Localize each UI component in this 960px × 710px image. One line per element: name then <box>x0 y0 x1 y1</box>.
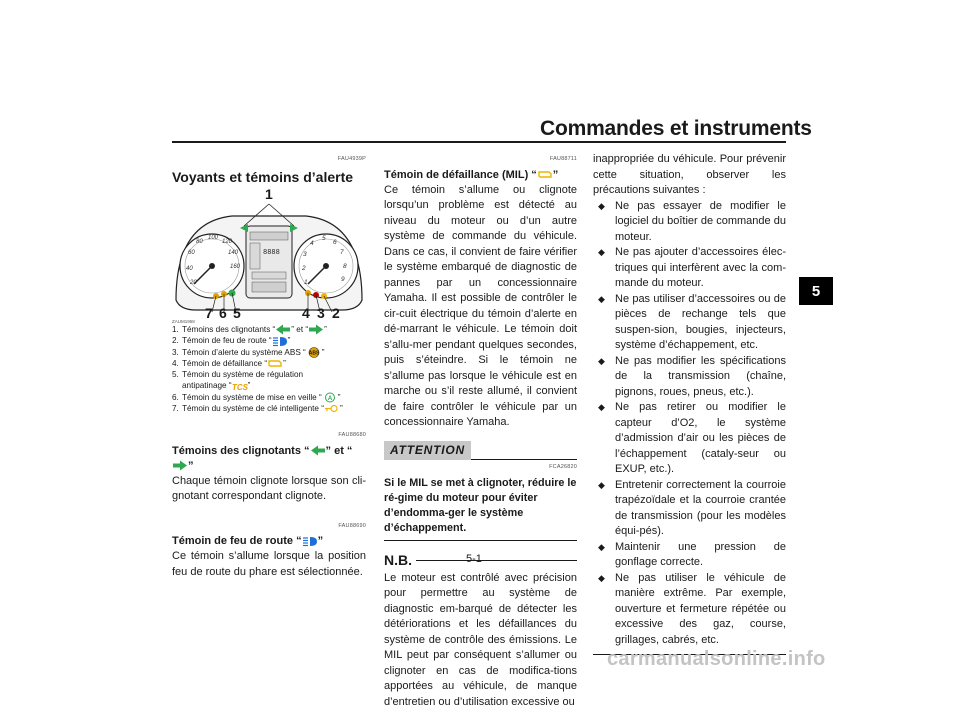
high-beam-icon <box>272 336 288 347</box>
subsection-heading: Témoins des clignotants “ ” et “” <box>172 444 366 474</box>
subsection-heading: Témoin de défaillance (MIL) “ ” <box>384 168 577 183</box>
callout-2: 2 <box>332 306 340 322</box>
svg-text:100: 100 <box>208 235 219 241</box>
callout-3: 3 <box>317 306 325 322</box>
attention-end-rule <box>384 540 577 542</box>
legend-item-continued: antipatinage “ TCS ” <box>172 380 366 391</box>
legend-item: 3. Témoin d’alerte du système ABS “ ABS ” <box>172 347 366 358</box>
callout-4: 4 <box>302 306 310 322</box>
paragraph: Le moteur est contrôlé avec précision pour permettre au système de diagnostic em-barqué de détecter les détériorations et les défaillances du système de contrôle des émissions. Le MIL peut par conséquent s’allumer ou clignoter en cas de modifica-tions apportées au véhicule, de manque d’entretien ou d’utilisation excessive ou <box>384 571 577 710</box>
svg-text:2: 2 <box>301 265 306 272</box>
ref-code: FAU88711 <box>384 152 577 168</box>
note-rule <box>416 560 577 561</box>
svg-text:3: 3 <box>303 251 307 258</box>
svg-text:TCS: TCS <box>232 383 248 392</box>
traction-control-icon <box>232 381 248 392</box>
figure-code: ZAUM1958 <box>172 314 195 330</box>
ref-code: FCA26820 <box>384 460 577 476</box>
svg-text:6: 6 <box>333 239 337 246</box>
callout-1: 1 <box>265 187 273 203</box>
list-item: ◆ Ne pas modifier les spécifications de la transmission (chaîne, pignons, roues, pneus, etc.). <box>596 354 786 401</box>
list-item: ◆ Ne pas utiliser d’accessoires ou de pièces de rechange tels que suspen-sion, bougies, injecteurs, système d’échappement, etc. <box>596 292 786 354</box>
list-item: ◆ Maintenir une pression de gonflage correcte. <box>596 540 786 571</box>
paragraph: Chaque témoin clignote lorsque son cli-gnotant correspondant clignote. <box>172 474 366 505</box>
ref-code: FAU88690 <box>172 519 366 535</box>
list-item: ◆ Entretenir correctement la courroie trapézoïdale et la courroie crantée de transmission (pour les modèles équi-pés). <box>596 478 786 540</box>
instrument-cluster-illustration <box>172 188 366 320</box>
list-item: ◆ Ne pas utiliser le véhicule de manière extrême. Par exemple, ouverture et fermeture répétée ou excessive des gaz, course, grillages, cabrés, etc. <box>596 571 786 649</box>
page-number: 5-1 <box>466 553 482 565</box>
turn-right-icon <box>172 460 188 471</box>
legend-item: 1. Témoins des clignotants “ ” et “ ” <box>172 324 366 335</box>
svg-text:80: 80 <box>196 239 203 245</box>
svg-text:8: 8 <box>343 263 347 270</box>
standby-icon <box>322 392 338 403</box>
header-rule <box>172 141 786 143</box>
subsection-heading: Témoin de feu de route “ ” <box>172 534 366 549</box>
paragraph: Ce témoin s’allume ou clignote lorsqu’un problème est détecté au niveau du moteur ou d’un autre système de commande du véhicule. Dans ce cas, il convient de faire vérifier le système embarqué de diagnostic de pannes par un concessionnaire Yamaha. Il est possible de contrôler le cir-cuit électrique du témoin d’alerte en dé-marrant le véhicule. Le témoin doit s’allu-mer pendant quelques secondes, puis s’éteindre. Si le témoin ne s’allume pas lorsque le véhicule est en marche ou s’il reste allumé, il convient de faire contrôler le véhicule par un concessionnaire Yamaha. <box>384 183 577 431</box>
engine-malfunction-icon <box>537 169 553 180</box>
attention-header <box>384 441 577 461</box>
figure-legend <box>172 324 366 414</box>
svg-text:7: 7 <box>340 249 344 256</box>
svg-text:120: 120 <box>222 239 233 245</box>
section-heading: Voyants et témoins d’alerte <box>172 170 366 186</box>
svg-text:9: 9 <box>341 276 345 283</box>
list-item: ◆ Ne pas essayer de modifier le logiciel du boîtier de commande du moteur. <box>596 199 786 246</box>
svg-text:140: 140 <box>228 250 239 256</box>
callout-6: 6 <box>219 306 227 322</box>
svg-text:1: 1 <box>304 279 308 286</box>
engine-malfunction-icon <box>267 358 283 369</box>
callout-7: 7 <box>205 306 213 322</box>
note-label: N.B. <box>384 553 412 569</box>
ref-code: FAU88680 <box>172 428 366 444</box>
legend-item: 6. Témoin du système de mise en veille “ A ” <box>172 392 366 403</box>
abs-warning-icon <box>306 347 322 358</box>
svg-text:160: 160 <box>230 264 241 270</box>
ref-code: FAU4939P <box>172 152 366 168</box>
turn-left-icon <box>310 445 326 456</box>
paragraph: Ce témoin s’allume lorsque la position feu de route du phare est sélectionnée. <box>172 549 366 580</box>
legend-item: 4. Témoin de défaillance “ ” <box>172 358 366 369</box>
list-item: ◆ Ne pas ajouter d’accessoires élec-triques qui interfèrent avec la com-mande du moteur. <box>596 245 786 292</box>
svg-text:4: 4 <box>310 240 314 247</box>
turn-left-icon <box>275 324 291 335</box>
attention-text: Si le MIL se met à clignoter, réduire le ré-gime du moteur pour éviter d’endomma-ger le système d’échappement. <box>384 476 577 536</box>
smart-key-icon <box>324 403 340 414</box>
callout-5: 5 <box>233 306 241 322</box>
legend-item: 2. Témoin de feu de route “ ” <box>172 335 366 346</box>
svg-text:A: A <box>328 396 333 402</box>
column-1 <box>172 152 366 580</box>
svg-text:ABS: ABS <box>309 351 320 357</box>
svg-text:60: 60 <box>188 250 195 256</box>
list-item: ◆ Ne pas retirer ou modifier le capteur d’O2, le système d’admission d’air ou les pièces de l’échappement (cataly-seur ou EXUP, etc.). <box>596 400 786 478</box>
column-3 <box>593 152 786 655</box>
attention-label: ATTENTION <box>384 441 471 461</box>
high-beam-icon <box>302 536 318 547</box>
paragraph: inappropriée du véhicule. Pour prévenir cette situation, observer les précautions suivantes : <box>593 152 786 199</box>
page-title: Commandes et instruments <box>540 117 812 141</box>
legend-item: 5. Témoin du système de régulation <box>172 369 366 380</box>
svg-text:20: 20 <box>189 280 197 286</box>
chapter-tab: 5 <box>799 277 833 305</box>
dashboard-figure <box>172 188 366 320</box>
watermark: carmanualsonline.info <box>607 648 826 671</box>
lcd-readout: 8888 <box>263 248 280 256</box>
svg-text:5: 5 <box>322 235 326 242</box>
precautions-list <box>593 199 786 649</box>
svg-text:40: 40 <box>186 266 193 272</box>
legend-item: 7. Témoin du système de clé intelligente “ ” <box>172 403 366 414</box>
column-2 <box>384 152 577 710</box>
turn-right-icon <box>308 324 324 335</box>
